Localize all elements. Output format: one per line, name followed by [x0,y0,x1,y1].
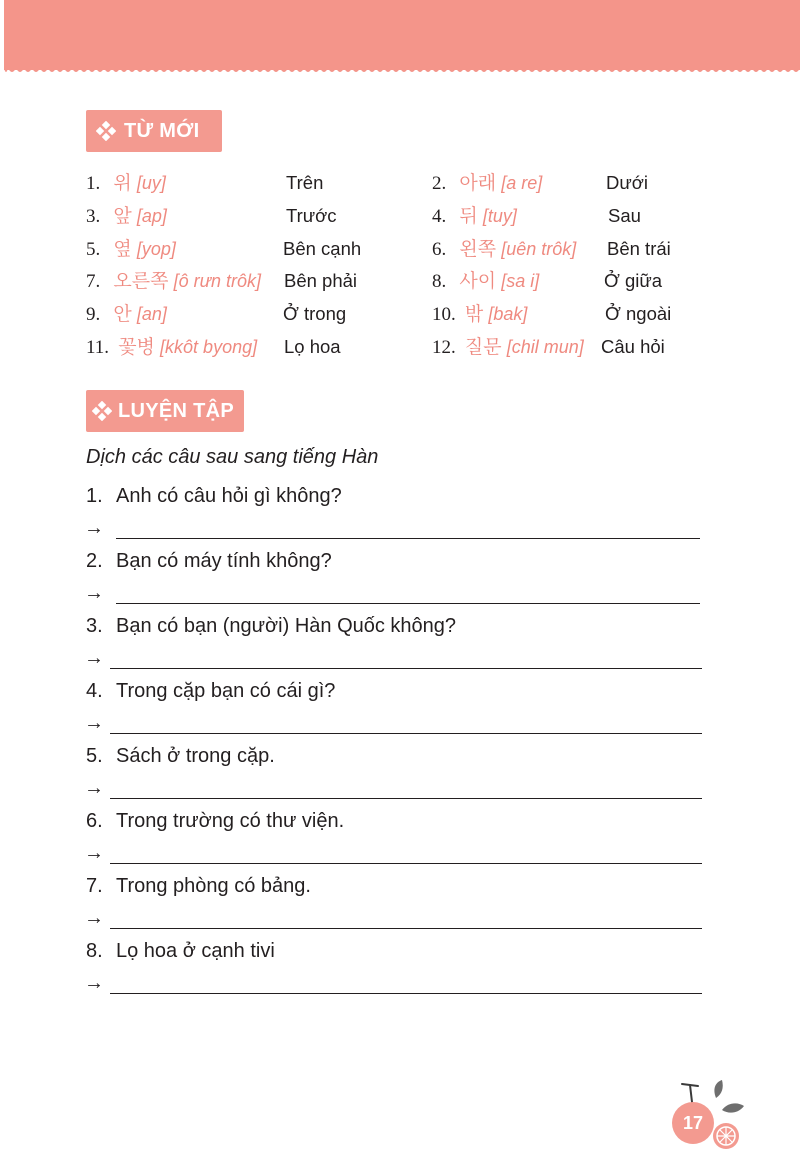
question-text: Bạn có bạn (người) Hàn Quốc không? [116,615,457,637]
vocab-korean: 옆 [113,239,132,260]
banner-scalloped-edge [4,64,800,76]
vocab-item [86,334,257,360]
arrow-icon: → [84,517,104,539]
arrow-icon: → [84,777,104,799]
vocab-section-tag [86,110,222,152]
vocab-korean: 왼쪽 [459,239,497,260]
answer-line [110,733,702,734]
vocab-romanization: [ap] [136,206,167,226]
vocab-romanization: [ô rưn trôk] [173,271,262,291]
vocab-korean: 아래 [459,173,497,194]
arrow-icon: → [84,712,104,734]
question-item [86,745,275,768]
question-item [86,550,332,573]
vocab-meaning: Lọ hoa [284,336,341,357]
question-number: 4. [86,680,103,702]
vocab-item [86,170,166,196]
question-text: Sách ở trong cặp. [116,745,275,767]
vocab-number: 9. [86,304,101,325]
vocab-number: 11. [86,337,110,358]
question-number: 6. [86,810,103,832]
arrow-icon: → [84,972,104,994]
answer-line [116,603,700,604]
arrow-icon: → [84,582,104,604]
vocab-korean: 사이 [459,271,497,292]
vocab-meaning: Trên [286,172,324,193]
question-text: Trong cặp bạn có cái gì? [116,680,336,702]
vocab-number: 5. [86,239,101,260]
vocab-romanization: [a re] [501,173,543,193]
vocab-romanization: [kkôt byong] [160,337,258,357]
vocab-romanization: [bak] [488,304,528,324]
vocab-meaning: Dưới [606,172,648,193]
question-number: 3. [86,615,103,637]
vocab-item [432,334,584,360]
question-number: 7. [86,875,103,897]
vocab-korean: 뒤 [459,206,478,227]
vocab-korean: 꽃병 [118,337,155,358]
arrow-icon: → [84,907,104,929]
vocab-romanization: [sa i] [501,271,540,291]
vocab-meaning: Bên phải [284,270,358,291]
arrow-icon: → [84,647,104,669]
answer-line [110,993,702,994]
vocab-korean: 안 [113,304,132,325]
vocab-number: 1. [86,173,101,194]
vocab-number: 12. [432,337,456,358]
question-item [86,615,456,638]
vocab-romanization: [chil mun] [506,337,584,357]
answer-line [110,668,702,669]
vocab-korean: 질문 [464,337,502,358]
vocab-korean: 위 [113,173,132,194]
vocab-romanization: [uy] [136,173,166,193]
vocab-korean: 밖 [464,304,484,325]
practice-instruction: Dịch các câu sau sang tiếng Hàn [86,446,379,468]
answer-line [110,863,702,864]
vocab-number: 4. [432,206,447,227]
vocab-number: 6. [432,239,447,260]
vocab-item [86,301,167,327]
diamond-cluster-icon [96,121,116,141]
question-item [86,875,311,898]
vocab-meaning: Ở giữa [604,270,663,291]
vocab-romanization: [uên trôk] [501,239,577,259]
vocab-romanization: [yop] [136,239,176,259]
vocab-item [432,268,539,294]
question-item [86,940,275,963]
vocab-korean: 오른쪽 [113,271,169,292]
answer-line [110,798,702,799]
question-item [86,680,335,703]
vocab-item [432,301,527,327]
vocab-item [86,268,261,294]
vocab-meaning: Bên trái [607,238,671,259]
vocab-item [432,203,517,229]
vocab-meaning: Ở ngoài [605,303,672,324]
question-item [86,485,342,508]
arrow-icon: → [84,842,104,864]
vocab-number: 8. [432,271,447,292]
vocab-item [432,170,542,196]
question-text: Anh có câu hỏi gì không? [116,485,342,507]
vocab-korean: 앞 [113,206,132,227]
vocab-romanization: [an] [136,304,167,324]
question-number: 1. [86,485,103,507]
question-number: 2. [86,550,103,572]
vocab-meaning: Bên cạnh [283,238,362,259]
practice-section-tag [86,390,244,432]
vocab-item [86,203,167,229]
vocab-item [432,236,576,262]
vocab-number: 7. [86,271,101,292]
answer-line [116,538,700,539]
vocab-meaning: Câu hỏi [601,336,665,357]
question-text: Lọ hoa ở cạnh tivi [116,940,275,962]
question-item [86,810,344,833]
question-text: Trong phòng có bảng. [116,875,311,897]
vocab-item [86,236,176,262]
diamond-cluster-icon [92,401,112,421]
vocab-romanization: [tuy] [482,206,517,226]
page-number: 17 [672,1102,714,1144]
question-text: Bạn có máy tính không? [116,550,332,572]
question-number: 8. [86,940,103,962]
vocab-number: 3. [86,206,101,227]
vocab-section-title: TỪ MỚI [124,120,200,142]
vocab-meaning: Ở trong [283,303,347,324]
vocab-meaning: Sau [608,205,641,226]
top-banner [4,0,800,70]
question-text: Trong trường có thư viện. [116,810,345,832]
question-number: 5. [86,745,103,767]
vocab-number: 10. [432,304,456,325]
vocab-meaning: Trước [286,205,337,226]
vocab-number: 2. [432,173,447,194]
answer-line [110,928,702,929]
practice-section-title: LUYỆN TẬP [118,400,235,422]
